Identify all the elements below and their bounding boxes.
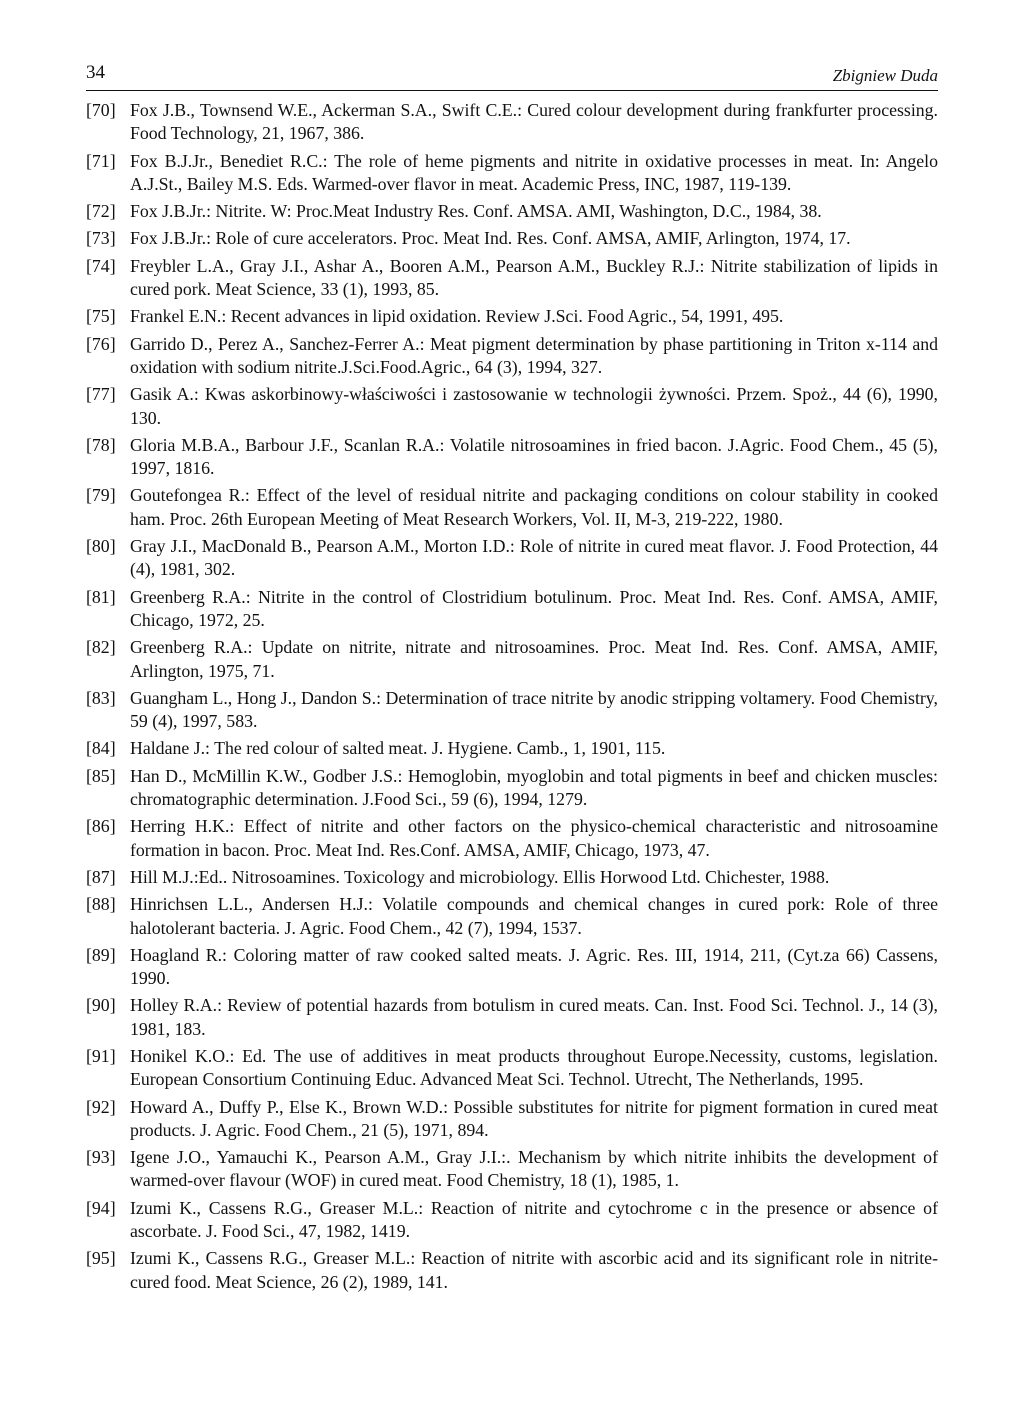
reference-number: [94] [86,1197,116,1218]
reference-item [86,815,938,862]
reference-number: [86] [86,816,116,837]
reference-number: [80] [86,536,116,557]
page-header [86,62,938,86]
page-number: 34 [86,62,105,83]
reference-number: [91] [86,1045,116,1066]
reference-text: Gray J.I., MacDonald B., Pearson A.M., Morton I.D.: Role of nitrite in cured meat flavor. J. Food Protection, 44 (4), 1981, 302. [130,536,938,580]
reference-item [86,333,938,380]
reference-item [86,1247,938,1294]
reference-number: [95] [86,1248,116,1269]
reference-item [86,765,938,812]
reference-text: Hoagland R.: Coloring matter of raw cooked salted meats. J. Agric. Res. III, 1914, 211, (Cyt.za 66) Cassens, 1990. [130,944,938,989]
reference-text: Howard A., Duffy P., Else K., Brown W.D.: Possible substitutes for nitrite for pigment formation in cured meat products. J. Agric. Food Chem., 21 (5), 1971, 894. [130,1096,938,1140]
reference-number: [75] [86,306,116,327]
reference-text: Igene J.O., Yamauchi K., Pearson A.M., Gray J.I.:. Mechanism by which nitrite inhibits the development of warmed-over flavour (WOF) in cured meat. Food Chemistry, 18 (1), 1985, 1. [130,1147,938,1191]
reference-text: Hill M.J.:Ed.. Nitrosoamines. Toxicology and microbiology. Ellis Horwood Ltd. Chichester, 1988. [130,866,830,887]
reference-text: Fox J.B.Jr.: Role of cure accelerators. Proc. Meat Ind. Res. Conf. AMSA, AMIF, Arlington, 1974, 17. [130,228,851,249]
reference-item [86,434,938,481]
reference-number: [83] [86,687,116,708]
reference-number: [89] [86,944,116,965]
reference-text: Haldane J.: The red colour of salted meat. J. Hygiene. Camb., 1, 1901, 115. [130,738,666,759]
reference-text: Greenberg R.A.: Update on nitrite, nitrate and nitrosoamines. Proc. Meat Ind. Res. Conf. AMSA, AMIF, Arlington, 1975, 71. [130,637,938,681]
reference-text: Gasik A.: Kwas askorbinowy-właściwości i zastosowanie w technologii żywności. Przem. Spoż., 44 (6), 1990, 130. [130,384,938,428]
reference-number: [92] [86,1096,116,1117]
reference-number: [71] [86,150,116,171]
reference-item [86,1146,938,1193]
reference-number: [73] [86,228,116,249]
running-author: Zbigniew Duda [832,66,938,85]
reference-text: Fox J.B., Townsend W.E., Ackerman S.A., Swift C.E.: Cured colour development during frankfurter processing. Food Technology, 21, 1967, 386. [130,100,938,144]
reference-item [86,994,938,1041]
reference-item [86,99,938,146]
reference-text: Herring H.K.: Effect of nitrite and other factors on the physico-chemical characteristic and nitrosoamine formation in bacon. Proc. Meat Ind. Res.Conf. AMSA, AMIF, Chicago, 1973, 47. [130,816,938,860]
reference-item [86,1045,938,1092]
reference-item [86,944,938,991]
reference-item [86,255,938,302]
reference-item [86,1197,938,1244]
reference-item [86,200,938,223]
reference-number: [84] [86,738,116,759]
reference-number: [70] [86,100,116,120]
reference-text: Frankel E.N.: Recent advances in lipid oxidation. Review J.Sci. Food Agric., 54, 1991, 495. [130,306,784,327]
reference-item [86,1096,938,1143]
reference-number: [82] [86,637,116,658]
reference-item [86,866,938,889]
reference-item [86,227,938,250]
reference-number: [79] [86,485,116,506]
reference-item [86,484,938,531]
reference-item [86,383,938,430]
reference-text: Fox B.J.Jr., Benediet R.C.: The role of heme pigments and nitrite in oxidative processes in meat. In: Angelo A.J.St., Bailey M.S. Eds. Warmed-over flavor in meat. Academic Press, INC, 1987, 119-139. [130,150,938,194]
reference-text: Izumi K., Cassens R.G., Greaser M.L.: Reaction of nitrite and cytochrome c in the presence or absence of ascorbate. J. Food Sci., 47, 1982, 1419. [130,1197,938,1242]
header-rule [86,90,938,91]
reference-text: Freybler L.A., Gray J.I., Ashar A., Booren A.M., Pearson A.M., Buckley R.J.: Nitrite stabilization of lipids in cured pork. Meat Science, 33 (1), 1993, 85. [130,255,938,300]
reference-number: [77] [86,384,116,405]
reference-text: Greenberg R.A.: Nitrite in the control of Clostridium botulinum. Proc. Meat Ind. Res. Conf. AMSA, AMIF, Chicago, 1972, 25. [130,586,938,630]
reference-text: Honikel K.O.: Ed. The use of additives in meat products throughout Europe.Necessity, customs, legislation. European Consortium Continuing Educ. Advanced Meat Sci. Technol. Utrecht, The Netherlands, 1995. [130,1045,938,1090]
reference-number: [76] [86,333,116,354]
reference-number: [88] [86,894,116,915]
reference-item [86,636,938,683]
reference-item [86,586,938,633]
reference-number: [93] [86,1147,116,1168]
reference-item [86,687,938,734]
reference-item [86,305,938,328]
reference-text: Fox J.B.Jr.: Nitrite. W: Proc.Meat Industry Res. Conf. AMSA. AMI, Washington, D.C., 1984, 38. [130,201,822,222]
reference-number: [90] [86,995,116,1016]
reference-number: [81] [86,586,116,607]
reference-number: [85] [86,765,116,786]
reference-item [86,737,938,760]
reference-text: Garrido D., Perez A., Sanchez-Ferrer A.: Meat pigment determination by phase partitioning in Triton x-114 and oxidation with sodium nitrite.J.Sci.Food.Agric., 64 (3), 1994, 327. [130,333,938,377]
reference-text: Goutefongea R.: Effect of the level of residual nitrite and packaging conditions on colour stability in cooked ham. Proc. 26th European Meeting of Meat Research Workers, Vol. II, M-3, 219-222, 1980. [130,485,938,529]
reference-number: [87] [86,866,116,887]
reference-text: Holley R.A.: Review of potential hazards from botulism in cured meats. Can. Inst. Food Sci. Technol. J., 14 (3), 1981, 183. [130,995,938,1039]
reference-text: Guangham L., Hong J., Dandon S.: Determination of trace nitrite by anodic stripping voltamery. Food Chemistry, 59 (4), 1997, 583. [130,687,938,732]
reference-number: [72] [86,201,116,222]
reference-number: [74] [86,255,116,276]
reference-list [86,99,938,1298]
reference-text: Hinrichsen L.L., Andersen H.J.: Volatile compounds and chemical changes in cured pork: Role of three halotolerant bacteria. J. Agric. Food Chem., 42 (7), 1994, 1537. [130,894,938,938]
reference-number: [78] [86,434,116,455]
reference-text: Gloria M.B.A., Barbour J.F., Scanlan R.A.: Volatile nitrosoamines in fried bacon. J.Agric. Food Chem., 45 (5), 1997, 1816. [130,434,938,479]
reference-text: Izumi K., Cassens R.G., Greaser M.L.: Reaction of nitrite with ascorbic acid and its significant role in nitrite-cured food. Meat Science, 26 (2), 1989, 141. [130,1248,938,1292]
reference-item [86,535,938,582]
reference-text: Han D., McMillin K.W., Godber J.S.: Hemoglobin, myoglobin and total pigments in beef and chicken muscles: chromatographic determination. J.Food Sci., 59 (6), 1994, 1279. [130,765,938,810]
reference-item [86,893,938,940]
reference-item [86,150,938,197]
